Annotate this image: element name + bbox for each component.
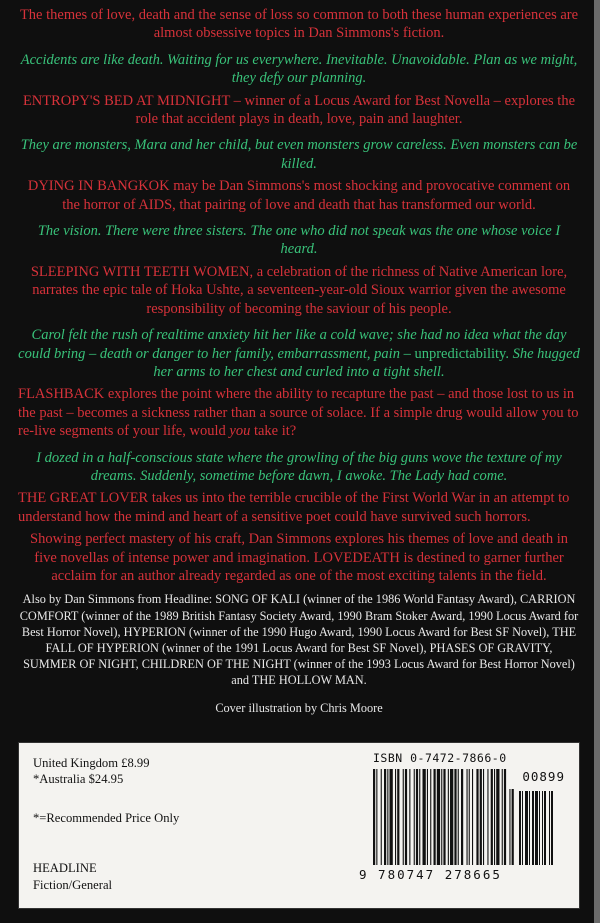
addon-barcode-bar <box>529 791 530 865</box>
addon-barcode-bar <box>544 791 546 865</box>
barcode-bar <box>397 769 399 865</box>
barcode-bar <box>373 769 375 865</box>
quote-bangkok: They are monsters, Mara and her child, but even monsters grow careless. Even monsters can be killed. <box>20 137 578 172</box>
barcode-bar <box>472 769 473 865</box>
barcode-bar <box>405 769 407 865</box>
paragraph-flashback-emphasis: you <box>229 423 251 440</box>
barcode-bar <box>443 769 445 865</box>
barcode-bar <box>390 769 393 865</box>
barcode-bar <box>491 769 493 865</box>
barcode-bar <box>454 769 456 865</box>
barcode-bar <box>483 769 484 865</box>
paragraph-flashback-part-1: FLASHBACK explores the point where the ability to recapture the past – and those lost to us in the past – becomes a sickness rather than a source of solace. If a simple drug would allow you to re-live segments of your life, would <box>18 386 579 440</box>
barcode-bar <box>430 769 431 865</box>
quote-flashback <box>18 326 580 381</box>
barcode-bar <box>476 769 478 865</box>
australia-price: *Australia $24.95 <box>33 772 124 787</box>
paragraph-teeth-women: SLEEPING WITH TEETH WOMEN, a celebration of the richness of Native American lore, narrates the epic tale of Hoka Ushte, a seventeen-year-old Sioux warrior given the awesome responsibility of becoming the saviour of his people. <box>30 263 568 317</box>
paragraph-great-lover: THE GREAT LOVER takes us into the terrible crucible of the First World War in an attempt to understand how the mind and heart of a sensitive poet could have survived such horrors. <box>18 490 570 525</box>
barcode-block <box>359 769 569 893</box>
quote-entropy: Accidents are like death. Waiting for us everywhere. Inevitable. Unavoidable. Plan as we might, they defy our planning. <box>20 51 578 87</box>
addon-barcode-bar <box>522 791 523 865</box>
barcode-bar <box>458 769 459 865</box>
also-by-list: Also by Dan Simmons from Headline: SONG OF KALI (winner of the 1986 World Fantasy Award), CARRION COMFORT (winner of the 1989 British Fantasy Society Award, 1990 Bram Stoker Award, 1990 Locus Award for Best Horror Novel), HYPERION (winner of the 1990 Hugo Award, 1990 Locus Award for Best SF Novel), THE FALL OF HYPERION (winner of the 1991 Locus Award for Best SF Novel), PHASES OF GRAVITY, SUMMER OF NIGHT, CHILDREN OF THE NIGHT (winner of the 1993 Locus Award for Best Horror Novel) and THE HOLLOW MAN. <box>19 592 579 688</box>
quote-flashback-part-3: She hugged her arms to her chest and curled into a tight shell. <box>153 345 580 380</box>
price-barcode-panel <box>18 742 580 909</box>
intro-paragraph: The themes of love, death and the sense of loss so common to both these human experiences are almost obsessive topics in Dan Simmons's fiction. <box>19 7 579 42</box>
barcode-bar <box>416 769 418 865</box>
barcode-bar <box>387 769 388 865</box>
barcode-bar <box>480 769 482 865</box>
addon-barcode-bar <box>519 791 521 865</box>
barcode-bar <box>384 769 386 865</box>
closing-paragraph: Showing perfect mastery of his craft, Dan Simmons explores his themes of love and death in five novellas of intense power and imagination. LOVEDEATH is destined to garner further acclaim for an author already regarded as one of the most exciting talents in the field. <box>30 531 568 584</box>
barcode-bar <box>419 769 420 865</box>
barcode-bar <box>494 769 495 865</box>
publisher-name: HEADLINE <box>33 861 97 875</box>
addon-barcode-bar <box>539 791 540 865</box>
ean-number: 9 780747 278665 <box>359 867 502 882</box>
price-list <box>33 755 150 788</box>
barcode-bar <box>434 769 436 865</box>
barcode-bar <box>469 769 470 865</box>
barcode-bar <box>437 769 440 865</box>
barcode-bar <box>409 769 410 865</box>
barcode-bar <box>403 769 404 865</box>
paragraph-flashback-part-2: take it? <box>250 423 297 440</box>
publisher-block <box>33 860 112 894</box>
addon-barcode-bar <box>532 791 534 865</box>
barcode-bar <box>427 769 428 865</box>
barcode-bar <box>381 769 382 865</box>
addon-barcode-bar <box>525 791 528 865</box>
book-category: Fiction/General <box>33 878 113 892</box>
barcode-bar <box>504 769 506 865</box>
paragraph-entropy: ENTROPY'S BED AT MIDNIGHT – winner of a Locus Award for Best Novella – explores the role that accident plays in death, love, pain and laughter. <box>22 92 576 128</box>
addon-barcode-bar <box>535 791 538 865</box>
barcode-bar <box>487 769 488 865</box>
barcode-bar <box>376 769 377 865</box>
quote-great-lover: I dozed in a half-conscious state where the growling of the big guns wove the texture of my dreams. Suddenly, sometime before dawn, I awoke. The Lady had come. <box>36 449 562 484</box>
paragraph-bangkok: DYING IN BANGKOK may be Dan Simmons's most shocking and provocative comment on the horror of AIDS, that pairing of love and death that has transformed our world. <box>27 178 571 213</box>
barcode-bar <box>502 769 503 865</box>
barcode-bar <box>448 769 449 865</box>
barcode-bar <box>461 769 463 865</box>
addon-barcode-bar <box>549 791 550 865</box>
addon-barcode-bar <box>542 791 543 865</box>
addon-barcode-bar <box>551 791 553 865</box>
barcode-bar <box>395 769 396 865</box>
barcode-bar <box>441 769 442 865</box>
recommended-price-note: *=Recommended Price Only <box>33 811 180 825</box>
barcode-bar <box>450 769 453 865</box>
barcode-bar <box>467 769 468 865</box>
barcode-bar <box>423 769 426 865</box>
quote-flashback-part-1: Carol felt the rush of realtime anxiety hit her like a cold wave; she had no idea what the day could bring – death or danger to her family, embarrassment, pain – <box>18 327 567 362</box>
uk-price: United Kingdom £8.99 <box>33 756 150 770</box>
paragraph-flashback <box>18 385 580 440</box>
quote-flashback-part-2: unpredictability. <box>410 345 509 362</box>
cover-credit: Cover illustration by Chris Moore <box>215 700 383 715</box>
isbn-label: ISBN 0-7472-7866-0 <box>373 751 507 765</box>
price-code: 00899 <box>509 769 565 789</box>
barcode-bar <box>414 769 415 865</box>
barcode-bar <box>496 769 499 865</box>
quote-teeth-women: The vision. There were three sisters. The one who did not speak was the one whose voice I heard. <box>37 223 561 258</box>
